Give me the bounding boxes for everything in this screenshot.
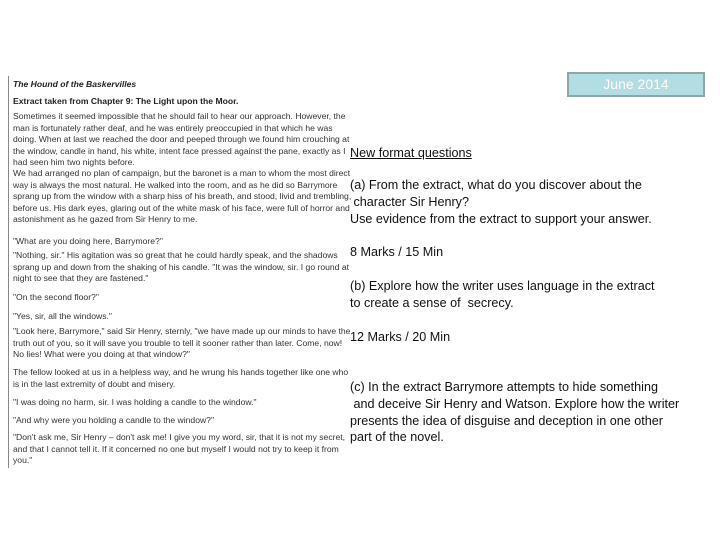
question-b-marks: 12 Marks / 20 Min [350, 330, 451, 344]
extract-heading: Extract taken from Chapter 9: The Light upon the Moor. [13, 96, 239, 106]
question-a-marks: 8 Marks / 15 Min [350, 245, 444, 259]
questions-header: New format questions [350, 146, 472, 160]
extract-paragraph: "Look here, Barrymore," said Sir Henry, sternly, "we have made up our minds to have the truth out of you, so it will save you trouble to tell it sooner rather than later. Come, now! No lies! What were you doing at that window?" [13, 326, 351, 360]
date-badge: June 2014 [567, 72, 705, 97]
question-b: (b) Explore how the writer uses language in the extract to create a sense of secrecy. [350, 279, 655, 310]
question-c: (c) In the extract Barrymore attempts to hide something and deceive Sir Henry and Watson. Explore how the writer presents the idea of disguise and deception in one other part of the novel. [350, 380, 680, 445]
extract-paragraph: "Nothing, sir." His agitation was so great that he could hardly speak, and the shadows sprang up and down from the shaking of his candle. "It was the window, sir. I go round at night to see that they are fastened." [13, 250, 350, 284]
book-title: The Hound of the Baskervilles [13, 79, 137, 89]
extract-paragraph: The fellow looked at us in a helpless way, and he wrung his hands together like one who is in the last extremity of doubt and misery. [13, 367, 349, 389]
extract-paragraph: "I was doing no harm, sir. I was holding a candle to the window." [13, 397, 257, 407]
extract-paragraph: We had arranged no plan of campaign, but the baronet is a man to whom the most direct way is always the most natural. He walked into the room, and as he did so Barrymore sprang up from the window with a sharp hiss of his breath, and stood, livid and trembling, before us. His dark eyes, glaring out of the white mask of his face, were full of horror and astonishment as he gazed from Sir Henry to me. [13, 168, 352, 225]
question-a: (a) From the extract, what do you discover about the character Sir Henry? Use evidence from the extract to support your answer. [350, 178, 652, 226]
extract-paragraph: Sometimes it seemed impossible that he should fail to hear our approach. However, the man is fortunately rather deaf, and he was entirely preoccupied in that which he was doing. When at last we reached the door and peeped through we found him crouching at the window, candle in hand, his white, intent face pressed against the pane, exactly as I had seen him two nights before. [13, 111, 350, 168]
extract-paragraph: "Don't ask me, Sir Henry – don't ask me! I give you my word, sir, that it is not my secret, and that I cannot tell it. If it concerned no one but myself I would not try to keep it from you." [13, 432, 346, 466]
extract-paragraph: "And why were you holding a candle to the window?" [13, 415, 215, 425]
extract-paragraph: "On the second floor?" [13, 292, 99, 302]
extract-paragraph: "What are you doing here, Barrymore?" [13, 236, 163, 246]
extract-panel [8, 76, 351, 468]
extract-paragraph: "Yes, sir, all the windows." [13, 311, 112, 321]
